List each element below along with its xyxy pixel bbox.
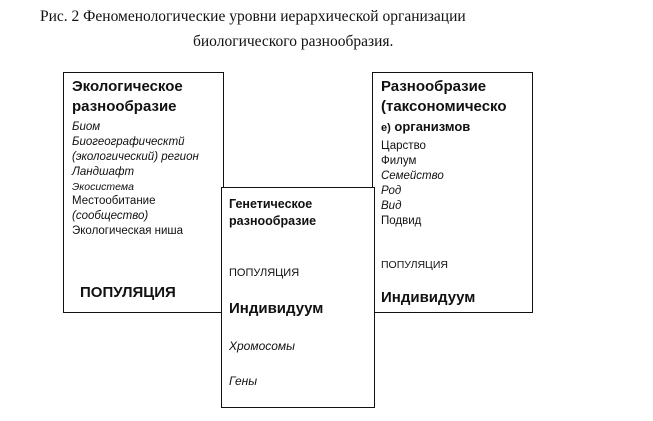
eco-title-line1: Экологическое [72,78,183,95]
taxonomic-diversity-box [372,72,533,313]
eco-item-habitat: Местообитание [72,195,156,207]
eco-item-ecosystem: Экосистема [72,181,134,193]
tax-item-species: Вид [381,200,402,212]
figure-caption-line1: Рис. 2 Феноменологические уровни иерархической организации [40,8,466,25]
gen-genes-label: Гены [229,374,258,388]
ecological-diversity-box [63,72,224,313]
eco-item-biogeographic: Биогеографическтй [72,136,185,148]
eco-item-landscape: Ландшафт [72,166,135,178]
tax-title-line2: (таксономическо [381,98,507,115]
tax-item-kingdom: Царство [381,140,426,152]
eco-population-label: ПОПУЛЯЦИЯ [80,284,176,301]
gen-population-label: ПОПУЛЯЦИЯ [229,267,300,279]
tax-title-organisms: организмов [390,119,471,134]
tax-item-family: Семейство [381,170,444,182]
figure-caption-line2: биологического разнообразия. [193,33,394,50]
genetic-diversity-box [221,187,375,408]
gen-title-line1: Генетическое [229,197,313,211]
eco-item-community: (сообщество) [72,210,149,222]
tax-title-fragment: е) [381,122,391,134]
tax-individual-label: Индивидуум [381,289,476,306]
tax-title-line1: Разнообразие [381,78,487,95]
tax-title-line3 [381,117,470,138]
tax-item-genus: Род [381,185,402,197]
gen-chromosomes-label: Хромосомы [229,339,295,353]
tax-item-phylum: Филум [381,155,417,167]
gen-title-line2: разнообразие [229,214,317,228]
eco-title-line2: разнообразие [72,98,177,115]
eco-item-niche: Экологическая ниша [72,225,184,237]
gen-individual-label: Индивидуум [229,300,324,317]
eco-item-biome: Биом [72,121,101,133]
eco-item-region: (экологический) регион [72,151,199,163]
tax-population-label: ПОПУЛЯЦИЯ [381,259,448,271]
tax-item-subspecies: Подвид [381,215,422,227]
